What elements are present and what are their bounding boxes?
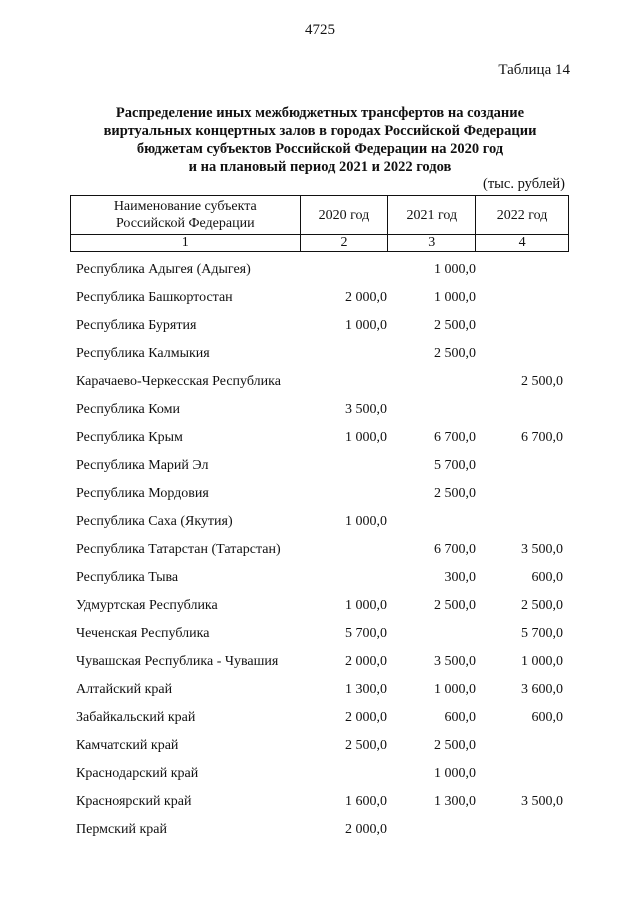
page-number: 4725	[305, 22, 335, 38]
value-2020: 2 000,0	[345, 822, 387, 837]
table-row	[70, 564, 569, 592]
table-row	[70, 480, 569, 508]
value-2022: 6 700,0	[521, 430, 563, 445]
value-2021: 2 500,0	[434, 318, 476, 333]
table-row	[70, 620, 569, 648]
subject-name: Карачаево-Черкесская Республика	[76, 374, 281, 389]
value-2021: 600,0	[444, 710, 476, 725]
value-2021: 3 500,0	[434, 654, 476, 669]
subject-name: Удмуртская Республика	[76, 598, 218, 613]
table-row	[70, 676, 569, 704]
subject-name: Республика Коми	[76, 402, 180, 417]
subject-name: Республика Татарстан (Татарстан)	[76, 542, 281, 557]
value-2021: 1 000,0	[434, 766, 476, 781]
subject-name: Республика Адыгея (Адыгея)	[76, 262, 251, 277]
header-subject-name	[71, 196, 301, 235]
subject-name: Забайкальский край	[76, 710, 196, 725]
table-row	[70, 424, 569, 452]
value-2020: 5 700,0	[345, 626, 387, 641]
value-2021: 6 700,0	[434, 430, 476, 445]
value-2021: 6 700,0	[434, 542, 476, 557]
subject-name: Пермский край	[76, 822, 167, 837]
value-2021: 2 500,0	[434, 486, 476, 501]
value-2021: 2 500,0	[434, 346, 476, 361]
subject-name: Республика Калмыкия	[76, 346, 210, 361]
value-2021: 1 300,0	[434, 794, 476, 809]
subject-name: Республика Саха (Якутия)	[76, 514, 233, 529]
subject-name: Чувашская Республика - Чувашия	[76, 654, 279, 669]
value-2021: 2 500,0	[434, 738, 476, 753]
units-label: (тыс. рублей)	[483, 176, 565, 192]
value-2020: 1 000,0	[345, 430, 387, 445]
value-2020: 1 600,0	[345, 794, 387, 809]
table-row	[70, 592, 569, 620]
subject-name: Алтайский край	[76, 682, 173, 697]
subject-name: Республика Марий Эл	[76, 458, 209, 473]
value-2022: 3 500,0	[521, 794, 563, 809]
value-2021: 1 000,0	[434, 290, 476, 305]
value-2021: 300,0	[444, 570, 476, 585]
table-row	[70, 452, 569, 480]
column-number-2: 2	[300, 235, 388, 252]
table-row	[70, 788, 569, 816]
table-row	[70, 536, 569, 564]
table-header	[70, 195, 569, 252]
column-number-3: 3	[388, 235, 476, 252]
value-2022: 3 500,0	[521, 542, 563, 557]
table-label: Таблица 14	[498, 62, 570, 78]
value-2021: 1 000,0	[434, 682, 476, 697]
value-2022: 1 000,0	[521, 654, 563, 669]
value-2020: 2 000,0	[345, 290, 387, 305]
subject-name: Республика Крым	[76, 430, 183, 445]
column-number-4: 4	[476, 235, 569, 252]
title-line: и на плановый период 2021 и 2022 годов	[188, 159, 452, 175]
subject-name: Камчатский край	[76, 738, 179, 753]
subject-name: Республика Тыва	[76, 570, 179, 585]
table-row	[70, 508, 569, 536]
table-row	[70, 732, 569, 760]
value-2020: 1 300,0	[345, 682, 387, 697]
value-2022: 600,0	[531, 570, 563, 585]
document-title	[70, 104, 570, 176]
subject-name: Краснодарский край	[76, 766, 199, 781]
value-2021: 2 500,0	[434, 598, 476, 613]
value-2022: 2 500,0	[521, 598, 563, 613]
title-line: виртуальных концертных залов в городах Российской Федерации	[103, 123, 537, 139]
table-body	[70, 256, 569, 844]
value-2020: 1 000,0	[345, 514, 387, 529]
subject-name: Республика Мордовия	[76, 486, 209, 501]
value-2020: 3 500,0	[345, 402, 387, 417]
value-2022: 2 500,0	[521, 374, 563, 389]
value-2020: 1 000,0	[345, 318, 387, 333]
title-line: бюджетам субъектов Российской Федерации на 2020 год	[136, 141, 504, 157]
value-2020: 2 000,0	[345, 710, 387, 725]
table-row	[70, 284, 569, 312]
table-row	[70, 340, 569, 368]
table-row	[70, 816, 569, 844]
table-row	[70, 312, 569, 340]
header-subject-line1: Наименование субъекта	[113, 199, 257, 214]
value-2020: 1 000,0	[345, 598, 387, 613]
table-row	[70, 396, 569, 424]
subject-name: Чеченская Республика	[76, 626, 210, 641]
column-number-1: 1	[71, 235, 301, 252]
value-2021: 5 700,0	[434, 458, 476, 473]
value-2022: 5 700,0	[521, 626, 563, 641]
header-2022: 2022 год	[476, 196, 569, 235]
value-2020: 2 000,0	[345, 654, 387, 669]
table-row	[70, 704, 569, 732]
subject-name: Республика Башкортостан	[76, 290, 233, 305]
subject-name: Красноярский край	[76, 794, 192, 809]
table-row	[70, 256, 569, 284]
table-row	[70, 760, 569, 788]
table-row	[70, 368, 569, 396]
header-2021: 2021 год	[388, 196, 476, 235]
value-2020: 2 500,0	[345, 738, 387, 753]
value-2021: 1 000,0	[434, 262, 476, 277]
header-subject-line2: Российской Федерации	[115, 216, 255, 231]
value-2022: 600,0	[531, 710, 563, 725]
header-2020: 2020 год	[300, 196, 388, 235]
table-row	[70, 648, 569, 676]
value-2022: 3 600,0	[521, 682, 563, 697]
subject-name: Республика Бурятия	[76, 318, 197, 333]
title-line: Распределение иных межбюджетных трансфертов на создание	[115, 105, 525, 121]
